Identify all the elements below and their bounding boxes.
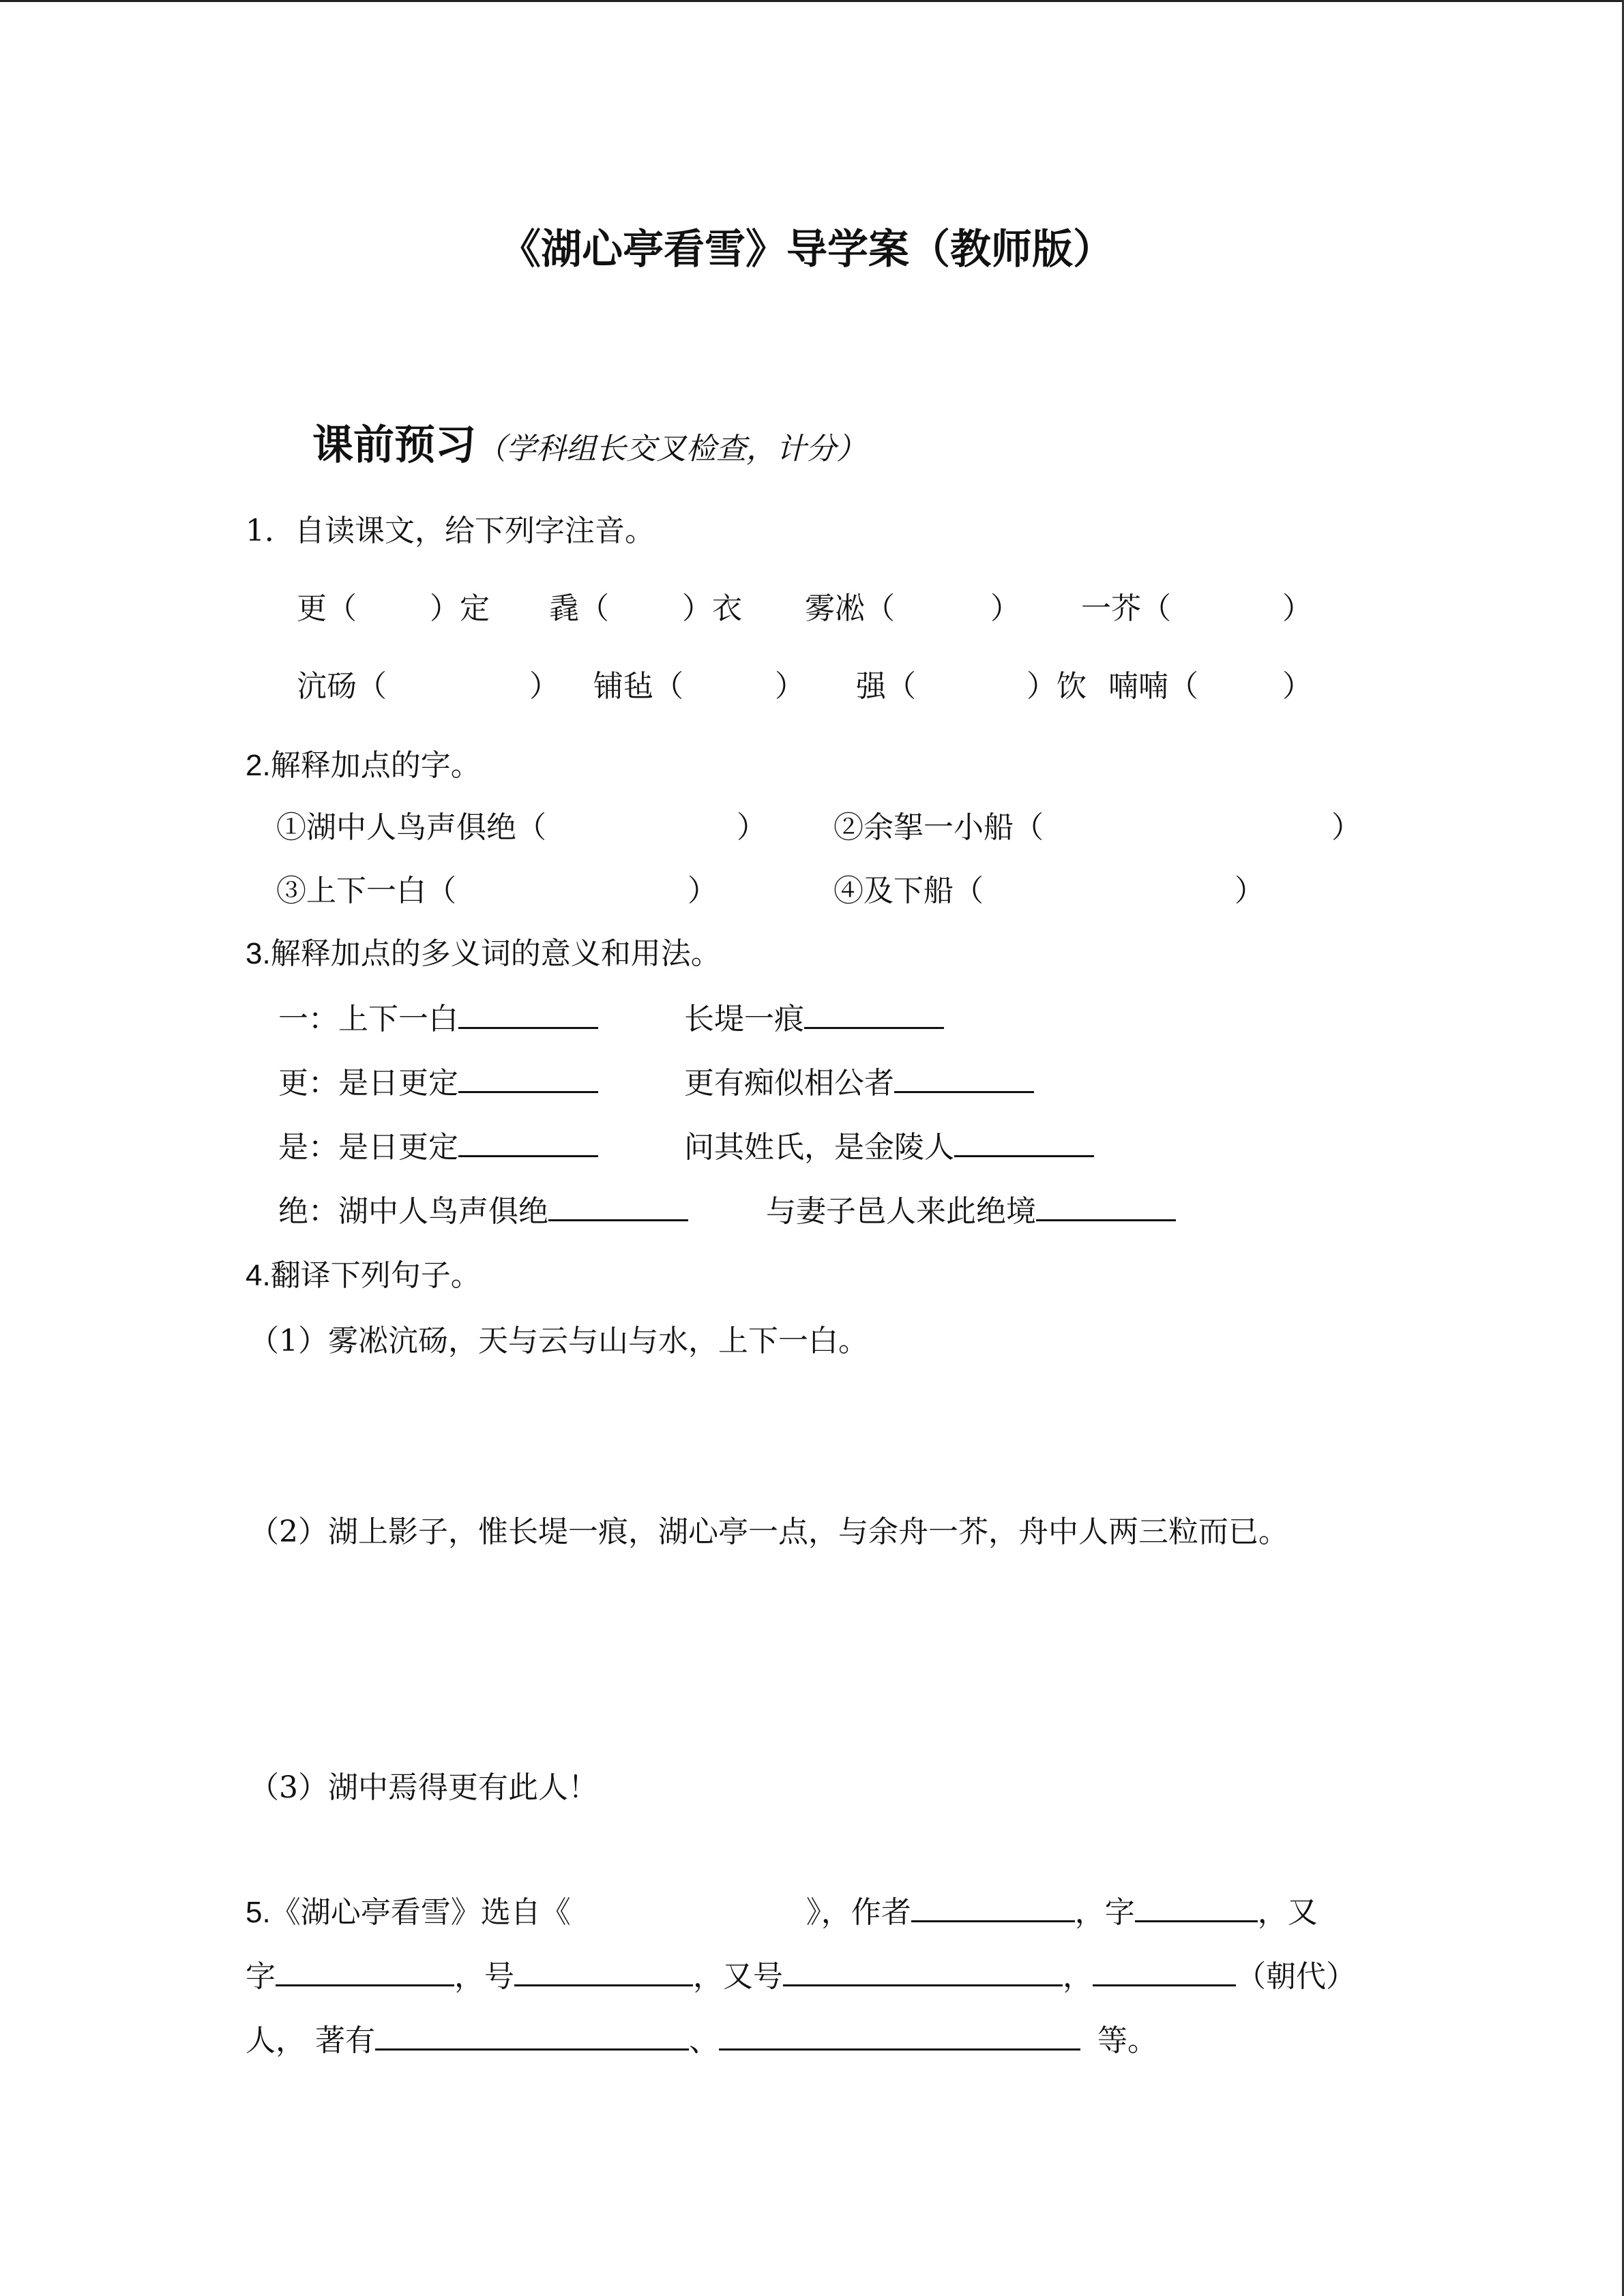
q4-sentence-3: （3）湖中焉得更有此人！	[249, 1770, 598, 1805]
q2-item: ④及下船（	[833, 874, 984, 908]
q4-sentence-1: （1）雾凇沆砀，天与云与山与水，上下一白。	[249, 1324, 868, 1358]
q1-item: 铺毡（	[593, 669, 683, 704]
q1-item: 强（	[856, 669, 916, 704]
q1-item: 沆砀（	[297, 669, 387, 704]
answer-blank[interactable]	[804, 997, 944, 1029]
q4-label: 4.翻译下列句子。	[246, 1259, 481, 1292]
q1-item: ）	[775, 669, 805, 704]
answer-blank[interactable]	[783, 1954, 1063, 1986]
q1-item: ）衣	[682, 591, 742, 626]
q1-item: 雾凇（	[805, 591, 895, 626]
answer-blank[interactable]	[375, 2018, 689, 2051]
q4-sentence-2: （2）湖上影子，惟长堤一痕，湖心亭一点，与余舟一芥，舟中人两三粒而已。	[249, 1515, 1288, 1549]
q3-row: 与妻子邑人来此绝境	[766, 1187, 1176, 1230]
section-heading: 课前预习	[312, 421, 476, 469]
answer-blank[interactable]	[458, 1061, 598, 1093]
q2-label: 2.解释加点的字。	[246, 749, 481, 782]
q5-line-2: 字 ，号 ，又号 ， （朝代）	[246, 1952, 1356, 1995]
q2-item: ②余挐一小船（	[833, 810, 1044, 845]
q1-item: 一芥（	[1081, 591, 1171, 626]
q3-row: 是：是日更定	[278, 1122, 598, 1166]
q3-row: 更：是日更定	[278, 1058, 598, 1102]
q3-label: 3.解释加点的多义词的意义和用法。	[246, 937, 721, 970]
q1-item: ）	[529, 669, 559, 704]
answer-blank[interactable]	[911, 1890, 1075, 1922]
q2-item: ③上下一白（	[276, 874, 456, 908]
q2-item: ）	[737, 810, 767, 845]
q1-label: 1．自读课文，给下列字注音。	[246, 513, 655, 548]
q2-item: ）	[688, 874, 718, 908]
answer-blank[interactable]	[954, 1125, 1094, 1157]
q3-row: 绝：湖中人鸟声俱绝	[278, 1187, 688, 1230]
answer-blank[interactable]	[1093, 1954, 1236, 1986]
q3-row: 问其姓氏，是金陵人	[684, 1122, 1094, 1166]
q3-row: 一：上下一白	[278, 994, 598, 1038]
q1-item: ）	[1282, 591, 1312, 626]
page-title: 《湖心亭看雪》导学案（教师版）	[500, 226, 1114, 273]
q3-row: 更有痴似相公者	[684, 1058, 1034, 1102]
q1-item: ）	[990, 591, 1020, 626]
section-heading-row	[312, 413, 866, 471]
q1-item: 更（	[297, 591, 357, 626]
answer-blank[interactable]	[514, 1954, 693, 1986]
q2-item: ①湖中人鸟声俱绝（	[276, 810, 546, 845]
q1-item: ）	[1282, 669, 1312, 704]
answer-blank[interactable]	[894, 1061, 1034, 1093]
q1-item: 喃喃（	[1108, 669, 1198, 704]
answer-blank[interactable]	[458, 997, 598, 1029]
answer-blank[interactable]	[1135, 1890, 1258, 1922]
q3-row: 长堤一痕	[684, 994, 944, 1038]
answer-blank[interactable]	[458, 1125, 598, 1157]
q2-item: ）	[1235, 874, 1265, 908]
answer-blank[interactable]	[719, 2018, 1080, 2051]
q5-line-1: 5.《湖心亭看雪》选自《 》，作者 ，字 ，又	[246, 1888, 1318, 1931]
section-note: （学科组长交叉检查，计分）	[476, 432, 866, 466]
answer-blank[interactable]	[1036, 1189, 1176, 1221]
q5-line-3: 人， 著有 、 等。	[246, 2016, 1157, 2059]
q1-item: ）定	[430, 591, 490, 626]
page-top-border	[0, 0, 1624, 2]
q1-item: ）饮	[1027, 669, 1087, 704]
answer-blank[interactable]	[548, 1189, 688, 1221]
answer-blank[interactable]	[276, 1954, 454, 1986]
q2-item: ）	[1331, 810, 1361, 845]
q1-item: 毳（	[549, 591, 609, 626]
